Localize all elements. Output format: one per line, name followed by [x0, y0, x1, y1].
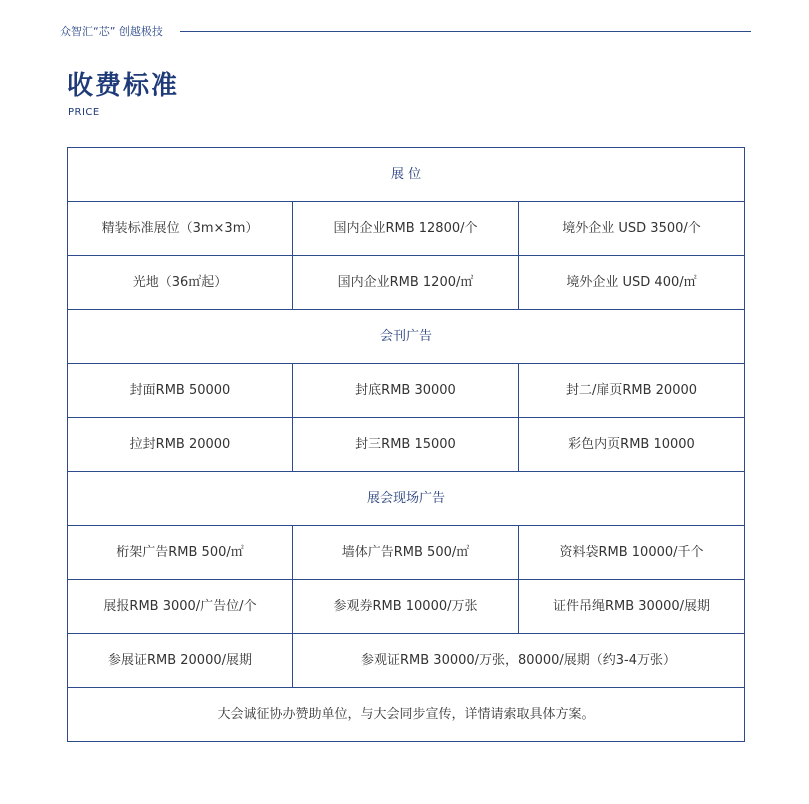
- table-cell: 墙体广告RMB 500/㎡: [293, 526, 519, 580]
- table-cell: 精装标准展位（3m×3m）: [68, 202, 293, 256]
- table-cell: 封二/扉页RMB 20000: [519, 364, 745, 418]
- price-table: [67, 147, 745, 742]
- top-bar: [60, 24, 751, 40]
- table-cell: 桁架广告RMB 500/㎡: [68, 526, 293, 580]
- section-heading-journal: 会刊广告: [68, 310, 745, 364]
- table-cell: 拉封RMB 20000: [68, 418, 293, 472]
- table-row: [68, 580, 745, 634]
- page-title: 收费标准: [67, 71, 180, 101]
- table-cell: 境外企业 USD 400/㎡: [519, 256, 745, 310]
- table-cell: 境外企业 USD 3500/个: [519, 202, 745, 256]
- table-row: [68, 526, 745, 580]
- table-cell: 参展证RMB 20000/展期: [68, 634, 293, 688]
- table-row: [68, 202, 745, 256]
- table-cell: 封底RMB 30000: [293, 364, 519, 418]
- table-cell: 证件吊绳RMB 30000/展期: [519, 580, 745, 634]
- table-cell: 封面RMB 50000: [68, 364, 293, 418]
- table-row: [68, 418, 745, 472]
- header-divider: [180, 31, 751, 32]
- table-row: [68, 634, 745, 688]
- section-row-onsite: [68, 472, 745, 526]
- footer-note-row: [68, 688, 745, 742]
- table-cell: 国内企业RMB 1200/㎡: [293, 256, 519, 310]
- table-row: [68, 256, 745, 310]
- section-row-booth: [68, 148, 745, 202]
- page-subtitle: PRICE: [68, 107, 100, 118]
- table-cell: 彩色内页RMB 10000: [519, 418, 745, 472]
- table-cell: 展报RMB 3000/广告位/个: [68, 580, 293, 634]
- table-cell: 封三RMB 15000: [293, 418, 519, 472]
- sponsor-note: 大会诚征协办赞助单位，与大会同步宣传，详情请索取具体方案。: [68, 688, 745, 742]
- section-heading-booth: 展 位: [68, 148, 745, 202]
- section-heading-onsite: 展会现场广告: [68, 472, 745, 526]
- table-cell: 光地（36㎡起）: [68, 256, 293, 310]
- table-cell-wide: 参观证RMB 30000/万张，80000/展期（约3-4万张）: [293, 634, 745, 688]
- section-row-journal: [68, 310, 745, 364]
- table-cell: 资料袋RMB 10000/千个: [519, 526, 745, 580]
- table-cell: 国内企业RMB 12800/个: [293, 202, 519, 256]
- table-cell: 参观券RMB 10000/万张: [293, 580, 519, 634]
- brand-slogan: 众智汇“芯” 创越极技: [60, 25, 163, 38]
- table-row: [68, 364, 745, 418]
